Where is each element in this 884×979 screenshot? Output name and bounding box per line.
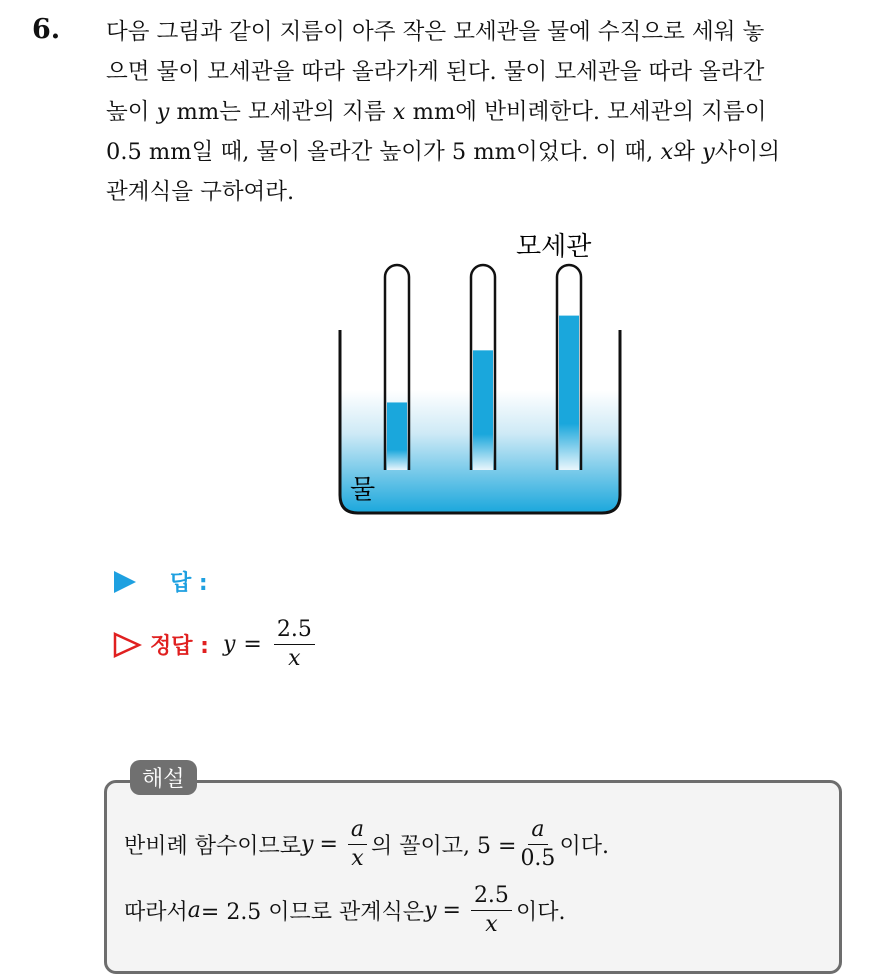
fraction-numerator: a [348,816,367,845]
fraction-denominator: 0.5 [520,846,556,871]
text-segment: mm에 반비례한다. 모세관의 지름이 [405,99,767,125]
fraction-a-over-0-5 [520,816,555,873]
fraction-numerator: a [528,816,547,845]
text-segment: 와 [673,139,703,165]
variable-y: y [702,139,715,165]
text-segment: mm는 모세관의 지름 [169,99,393,125]
variable-x: x [392,99,406,125]
question-line-3 [106,92,866,132]
tube-label: 모세관 [516,232,592,262]
text-segment: 높이 [106,99,157,125]
fraction-a-over-x [348,816,367,873]
text-segment: 이다. [559,834,609,859]
solution-line-2 [124,882,565,939]
variable-x: x [660,139,674,165]
correct-answer-label: 정답 : [150,634,209,659]
fraction-denominator: x [485,912,498,937]
variable-y: y [156,99,170,125]
question-number: 6. [32,14,61,45]
variable-y: y [301,832,314,857]
question-line-5: 관계식을 구하여라. [106,179,295,205]
text-segment: = 2.5 이므로 관계식은 [200,900,425,925]
fraction-denominator: x [351,846,364,871]
correct-answer-row [112,616,319,673]
text-segment: 의 꼴이고, 5 = [371,834,517,859]
capillary-figure [330,225,630,520]
question-line-4 [106,132,866,172]
tube-water-column [559,316,579,470]
solution-box [104,780,842,974]
fraction-numerator: 2.5 [274,616,315,645]
play-arrow-icon [112,569,138,595]
text-segment: 반비례 함수이므로 [124,834,302,859]
fraction-denominator: x [288,646,301,671]
water-label: 물 [350,475,376,505]
answer-fraction [274,616,315,673]
text-segment: 따라서 [124,900,188,925]
answer-label: 답 : [170,571,208,596]
variable-a: a [187,898,201,923]
fraction-2-5-over-x [471,882,512,939]
question-line-2: 으면 물이 모세관을 따라 올라가게 된다. 물이 모세관을 따라 올라간 [106,59,765,85]
solution-line-1 [124,816,609,873]
question-line-1: 다음 그림과 같이 지름이 아주 작은 모세관을 물에 수직으로 세워 놓 [106,19,765,45]
tube-water-column [387,402,407,470]
text-segment: 사이의 [714,139,780,165]
solution-tag: 해설 [130,760,197,795]
equals-sign: = [243,632,262,657]
answer-lhs: y [222,632,236,657]
question-text [106,12,866,212]
equals-sign: = [319,832,338,857]
outline-arrow-icon [112,631,142,659]
text-segment: 0.5 mm일 때, 물이 올라간 높이가 5 mm이었다. 이 때, [106,139,661,165]
variable-y: y [424,898,437,923]
text-segment: 이다. [515,900,566,925]
answer-row [112,566,208,597]
equals-sign: = [442,898,461,923]
fraction-numerator: 2.5 [471,882,512,911]
tube-water-column [473,350,493,470]
